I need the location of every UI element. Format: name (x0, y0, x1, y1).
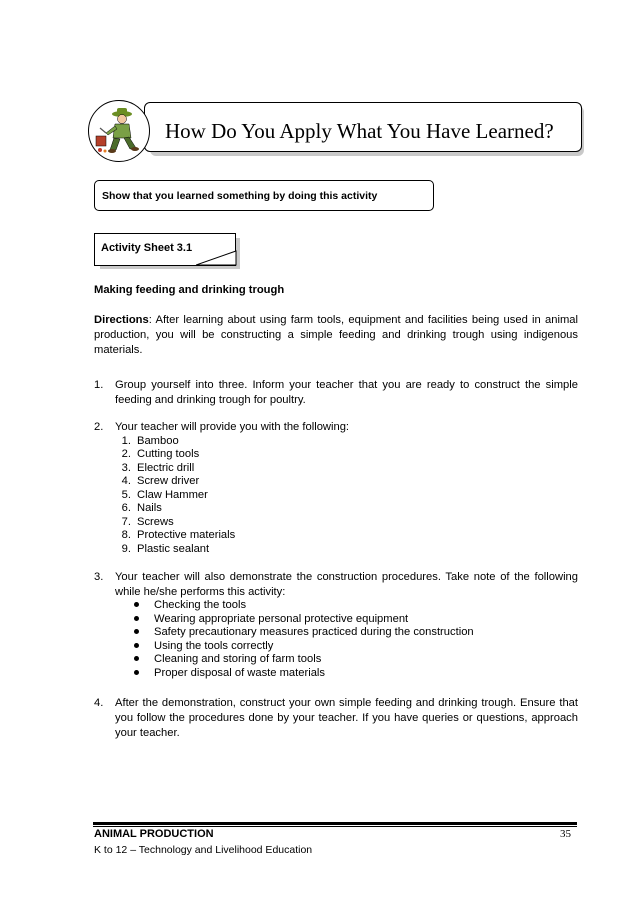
step-item: 3. Your teacher will also demonstrate the construction procedures. Take note of the following while he/she performs this activity: Checking the tools Wearing appropriate personal protective equipment Safety precautionary measures practiced during the construction Using the tools correctly Cleaning and storing of farm tools Proper disposal of waste materials (94, 571, 578, 679)
step-number: 1. (94, 379, 104, 391)
bullet-icon (134, 616, 139, 621)
activity-label: Activity Sheet 3.1 (101, 242, 193, 254)
bullet-icon (134, 629, 139, 634)
footer-divider-thin (93, 826, 577, 827)
page-title: How Do You Apply What You Have Learned? (165, 119, 554, 143)
bullet-icon (134, 643, 139, 648)
step-item (94, 696, 578, 741)
activity-subtitle: Making feeding and drinking trough (94, 284, 285, 296)
step-text: After the demonstration, construct your own simple feeding and drinking trough. Ensure that you follow the procedures done by your teacher. If you have queries or questions, approach your teacher. (115, 697, 578, 739)
footer-subtitle: K to 12 – Technology and Livelihood Education (94, 844, 313, 856)
step-number: 4. (94, 697, 104, 709)
farmer-icon (92, 106, 144, 156)
step-item (94, 378, 578, 408)
step-number: 2. (94, 421, 104, 433)
step-number: 3. (94, 571, 104, 583)
folded-corner-icon (196, 250, 238, 270)
footer-title: ANIMAL PRODUCTION (94, 828, 214, 840)
step-text: Your teacher will also demonstrate the construction procedures. Take note of the following while he/she performs this activity: (115, 571, 578, 598)
page-number: 35 (560, 828, 571, 840)
instruction-text: Show that you learned something by doing this activity (102, 190, 378, 202)
bullet-icon (134, 656, 139, 661)
bullet-icon (134, 602, 139, 607)
footer-divider (93, 822, 577, 825)
step-item: 2. Your teacher will provide you with the following: 1. Bamboo 2. Cutting tools 3. Electric drill 4. Screw driver 5. Claw Hammer 6. Nails 7. Screws 8. Protective materials 9. Plastic sealant (94, 420, 578, 560)
step-text: Your teacher will provide you with the following: (115, 421, 350, 433)
bullet-icon (134, 670, 139, 675)
directions-paragraph (94, 313, 578, 358)
step-text: Group yourself into three. Inform your teacher that you are ready to construct the simple feeding and drinking trough for poultry. (115, 379, 578, 406)
directions-text: : After learning about using farm tools, equipment and facilities being used in animal production, you will be constructing a simple feeding and drinking trough using indigenous materials. (94, 314, 578, 356)
directions-label: Directions (94, 314, 149, 326)
